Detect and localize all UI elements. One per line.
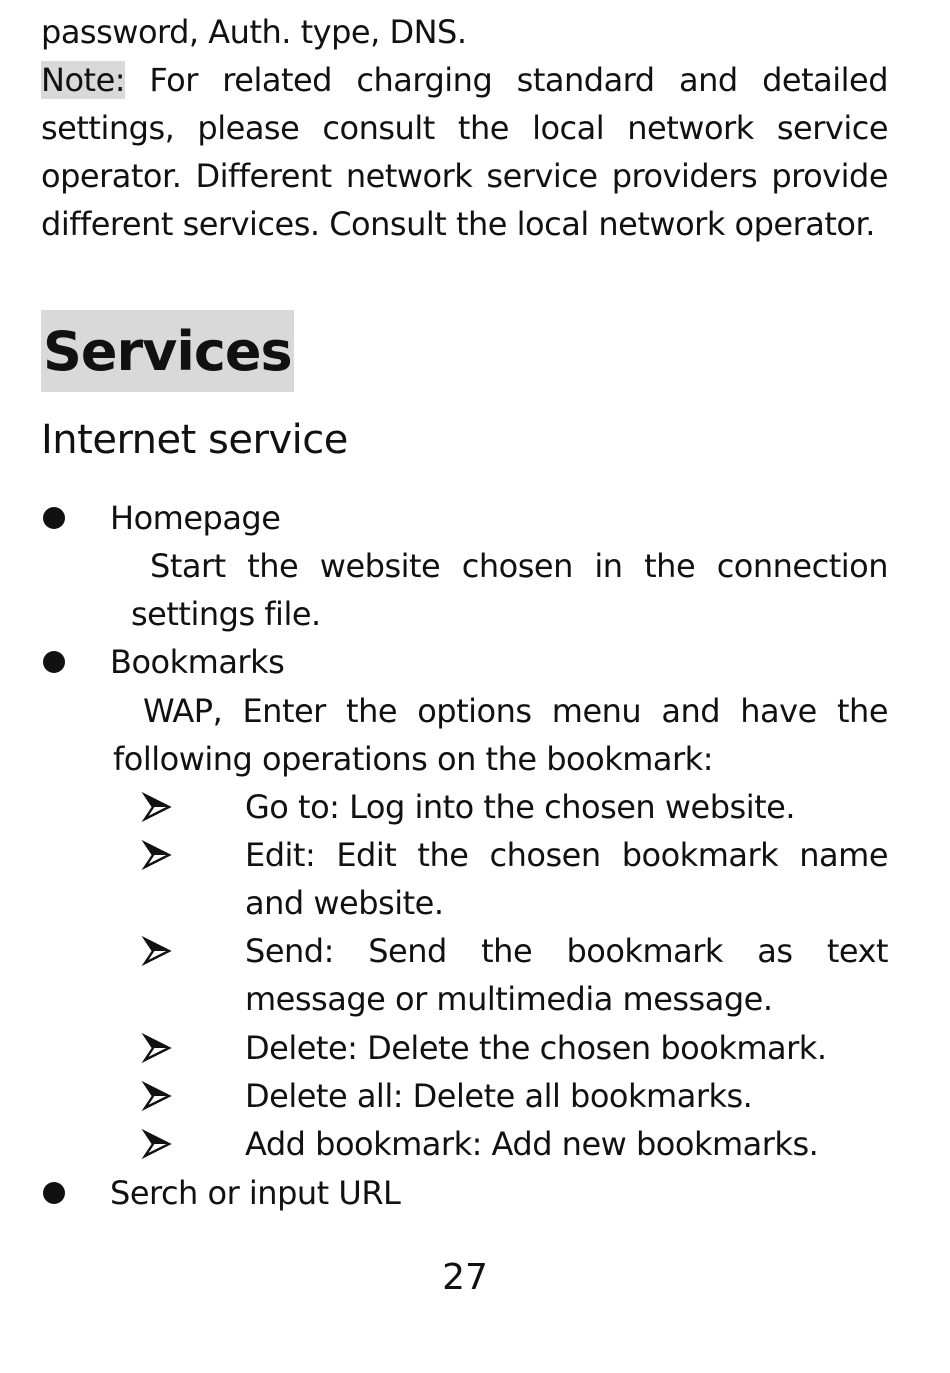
section-heading: Services <box>41 310 294 392</box>
sub-item-send: Send: Send the bookmark as text message or multimedia message. <box>245 932 888 1018</box>
bullet-icon <box>43 1182 65 1204</box>
note-paragraph <box>41 56 888 248</box>
continuation-text: password, Auth. type, DNS. <box>41 13 467 51</box>
sub-item-edit: Edit: Edit the chosen bookmark name and website. <box>245 836 888 922</box>
arrowhead-bullet-icon <box>141 935 173 967</box>
subsection-heading: Internet service <box>41 417 348 463</box>
sub-item-delete-all: Delete all: Delete all bookmarks. <box>245 1077 753 1115</box>
sub-item-delete: Delete: Delete the chosen bookmark. <box>245 1029 827 1067</box>
bullet-icon <box>43 651 65 673</box>
arrowhead-bullet-icon <box>141 791 173 823</box>
arrowhead-bullet-icon <box>141 1128 173 1160</box>
arrowhead-bullet-icon <box>141 839 173 871</box>
arrowhead-bullet-icon <box>141 1032 173 1064</box>
note-label: Note: <box>41 61 126 99</box>
sub-item-add-bookmark: Add bookmark: Add new bookmarks. <box>245 1125 819 1163</box>
item-title-homepage: Homepage <box>110 499 281 537</box>
page-number: 27 <box>442 1257 488 1298</box>
arrowhead-bullet-icon <box>141 1080 173 1112</box>
item-description-bookmarks: WAP, Enter the options menu and have the following operations on the bookmark: <box>113 692 888 778</box>
item-title-search-url: Serch or input URL <box>110 1174 401 1212</box>
note-text: For related charging standard and detailed settings, please consult the local network service operator. Different network service providers provide different services. Consult the local network operator. <box>41 61 888 243</box>
bullet-icon <box>43 507 65 529</box>
item-title-bookmarks: Bookmarks <box>110 643 285 681</box>
sub-item-go-to: Go to: Log into the chosen website. <box>245 788 796 826</box>
item-description-homepage: Start the website chosen in the connection settings file. <box>131 547 888 633</box>
